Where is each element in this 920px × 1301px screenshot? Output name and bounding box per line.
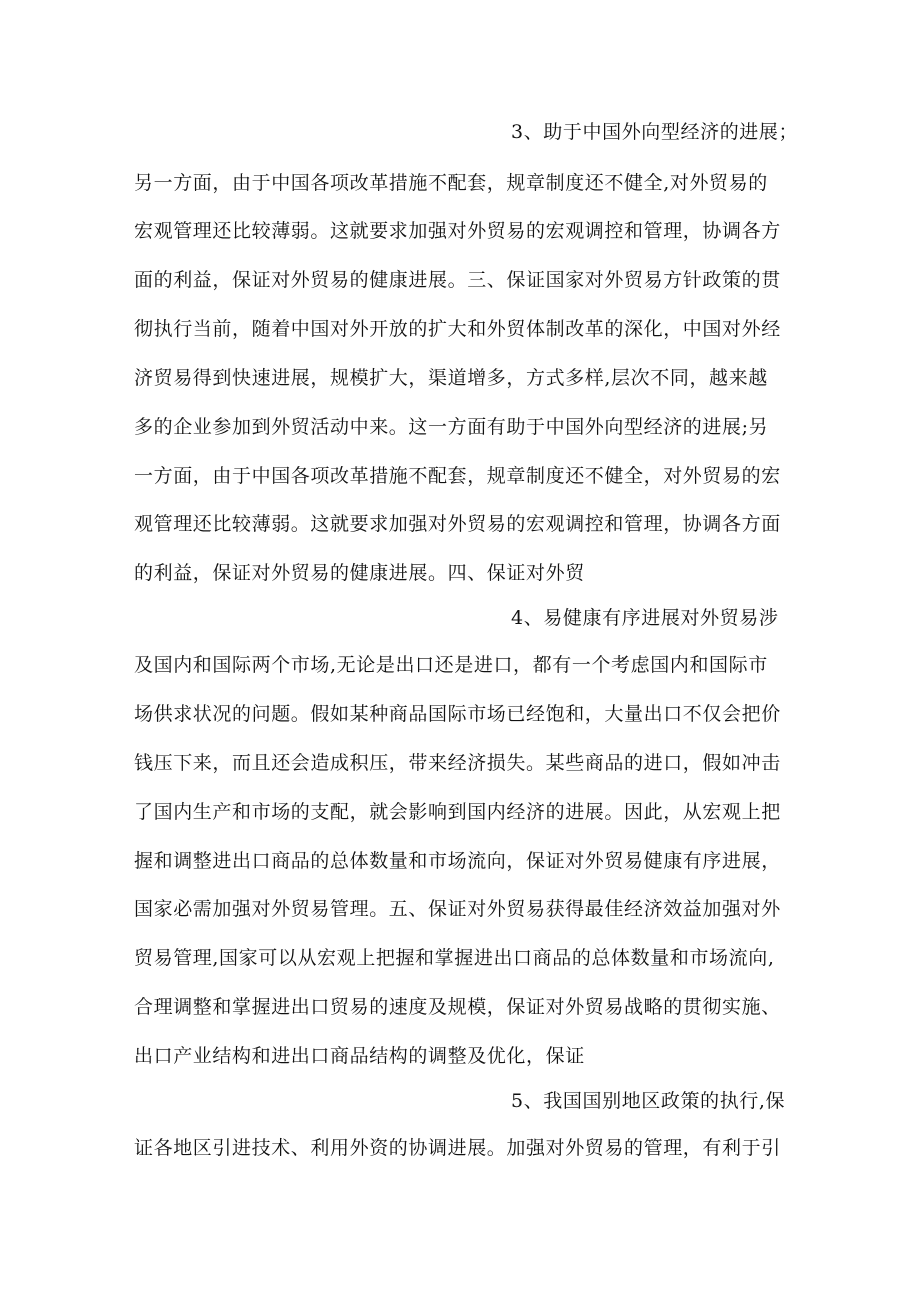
paragraph-line: 的利益，保证对外贸易的健康进展。四、保证对外贸 — [134, 562, 585, 584]
paragraph-line: 及国内和国际两个市场,无论是出口还是进口，都有一个考虑国内和国际市 — [134, 654, 768, 676]
paragraph-line: 多的企业参加到外贸活动中来。这一方面有助于中国外向型经济的进展;另 — [134, 416, 769, 438]
paragraph-line: 出口产业结构和进出口商品结构的调整及优化，保证 — [134, 1045, 585, 1067]
section-4-heading: 4、易健康有序进展对外贸易涉 — [511, 607, 779, 629]
paragraph-line: 场供求状况的问题。假如某种商品国际市场已经饱和，大量出口不仅会把价 — [134, 703, 781, 725]
paragraph-line: 了国内生产和市场的支配，就会影响到国内经济的进展。因此，从宏观上把 — [134, 801, 781, 823]
paragraph-line: 一方面，由于中国各项改革措施不配套，规章制度还不健全，对外贸易的宏 — [134, 465, 781, 487]
paragraph-line: 合理调整和掌握进出口贸易的速度及规模，保证对外贸易战略的贯彻实施、 — [134, 996, 781, 1018]
paragraph-line: 钱压下来，而且还会造成积压，带来经济损失。某些商品的进口，假如冲击 — [134, 752, 781, 774]
paragraph-line: 证各地区引进技术、利用外资的协调进展。加强对外贸易的管理，有利于引 — [134, 1137, 781, 1159]
paragraph-line: 宏观管理还比较薄弱。这就要求加强对外贸易的宏观调控和管理，协调各方 — [134, 220, 781, 242]
paragraph-line: 面的利益，保证对外贸易的健康进展。三、保证国家对外贸易方针政策的贯 — [134, 269, 781, 291]
paragraph-line: 另一方面，由于中国各项改革措施不配套，规章制度还不健全,对外贸易的 — [134, 172, 768, 194]
section-3-heading: 3、助于中国外向型经济的进展； — [511, 121, 799, 143]
section-5-heading: 5、我国国别地区政策的执行,保 — [511, 1090, 786, 1112]
paragraph-line: 观管理还比较薄弱。这就要求加强对外贸易的宏观调控和管理，协调各方面 — [134, 513, 781, 535]
paragraph-line: 彻执行当前，随着中国对外开放的扩大和外贸体制改革的深化，中国对外经 — [134, 318, 781, 340]
paragraph-line: 济贸易得到快速进展，规模扩大，渠道增多，方式多样,层次不同，越来越 — [134, 367, 768, 389]
paragraph-line: 国家必需加强对外贸易管理。五、保证对外贸易获得最佳经济效益加强对外 — [134, 898, 781, 920]
paragraph-line: 握和调整进出口商品的总体数量和市场流向，保证对外贸易健康有序进展， — [134, 850, 781, 872]
paragraph-line: 贸易管理,国家可以从宏观上把握和掌握进出口商品的总体数量和市场流向, — [134, 947, 775, 969]
